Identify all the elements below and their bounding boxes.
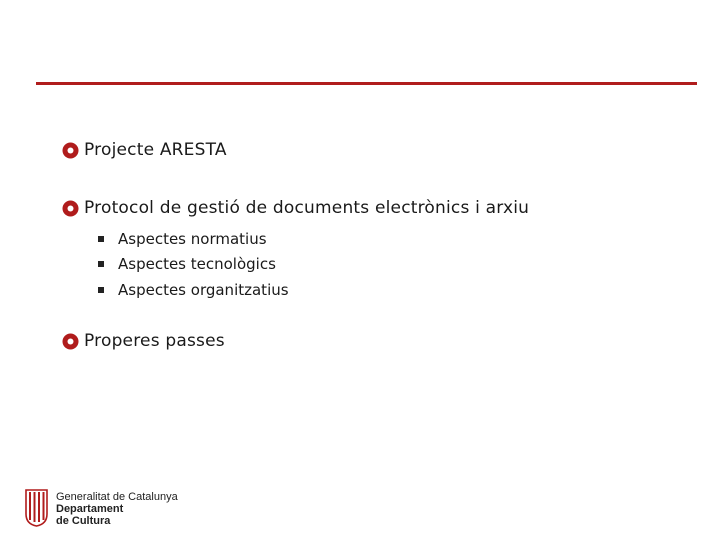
bullet-item-protocol xyxy=(62,198,529,218)
flower-bullet-icon xyxy=(62,200,79,217)
sub-bullet-item xyxy=(98,277,289,303)
bullet-item-projecte-aresta xyxy=(62,140,227,160)
sub-bullet-label: Aspectes normatius xyxy=(118,229,267,248)
sub-bullet-label: Aspectes organitzatius xyxy=(118,280,289,299)
square-bullet-icon xyxy=(98,236,104,242)
square-bullet-icon xyxy=(98,287,104,293)
bullet-label: Protocol de gestió de documents electrònics i arxiu xyxy=(84,198,530,218)
header-divider xyxy=(36,82,697,85)
flower-bullet-icon xyxy=(62,142,79,159)
generalitat-logo xyxy=(24,488,178,527)
bullet-label: Properes passes xyxy=(84,331,225,351)
bullet-label: Projecte ARESTA xyxy=(84,140,227,160)
generalitat-emblem-icon xyxy=(24,488,49,527)
flower-bullet-icon xyxy=(62,333,79,350)
logo-line-3: de Cultura xyxy=(56,515,111,527)
sub-bullet-list xyxy=(98,226,289,303)
logo-line-1: Generalitat de Catalunya xyxy=(56,491,178,503)
logo-text xyxy=(56,488,178,527)
bullet-item-properes-passes xyxy=(62,331,225,351)
sub-bullet-label: Aspectes tecnològics xyxy=(118,255,276,274)
sub-bullet-item xyxy=(98,252,289,278)
square-bullet-icon xyxy=(98,261,104,267)
logo-line-2: Departament xyxy=(56,503,124,515)
sub-bullet-item xyxy=(98,226,289,252)
